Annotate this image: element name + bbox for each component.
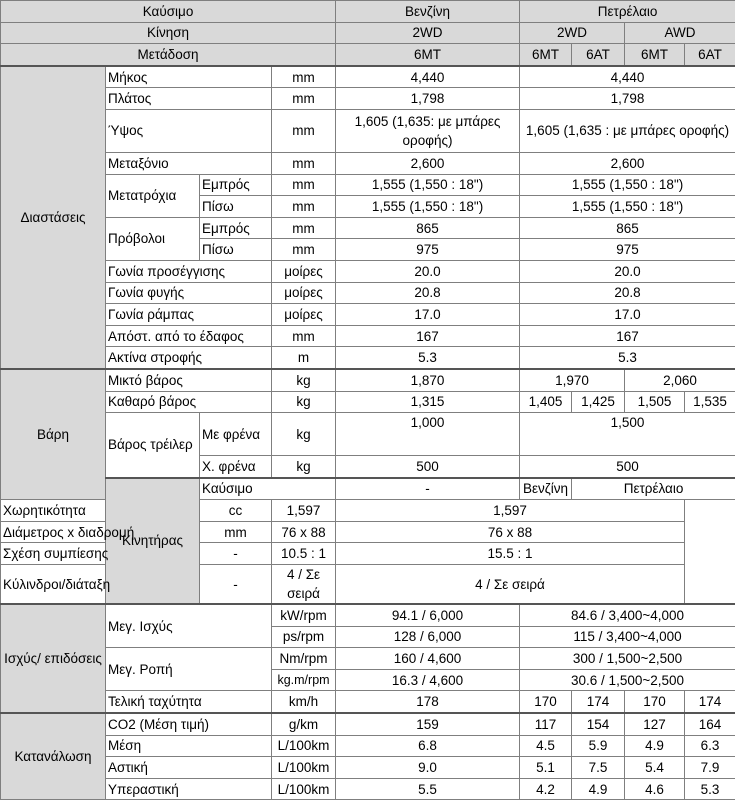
row-unit: mm — [272, 217, 336, 239]
row-unit: kW/rpm — [272, 604, 336, 626]
diesel-value: 975 — [520, 239, 735, 261]
petrol-value: 20.8 — [336, 282, 520, 304]
diesel-value: 15.5 : 1 — [336, 543, 685, 565]
fuel-header-label: Καύσιμο — [1, 1, 336, 23]
diesel-value: 164 — [685, 713, 735, 735]
row-unit: kg — [272, 391, 336, 413]
diesel-value: 1,505 — [625, 391, 685, 413]
trans-6at-awd: 6AT — [685, 44, 735, 66]
row-unit: mm — [272, 239, 336, 261]
petrol-value: 1,605 (1,635: με μπάρες οροφής) — [336, 109, 520, 152]
row-unit: ps/rpm — [272, 626, 336, 648]
table-row — [1, 152, 735, 174]
row-label: Ακτίνα στροφής — [106, 347, 272, 369]
diesel-value: 1,798 — [520, 88, 735, 110]
diesel-value: 4 / Σε σειρά — [336, 565, 685, 605]
petrol-value: 6.8 — [336, 735, 520, 757]
petrol-value: 5.3 — [336, 347, 520, 369]
spec-table-lower — [0, 368, 735, 800]
row-label: Γωνία ράμπας — [106, 304, 272, 326]
diesel-value: 17.0 — [520, 304, 735, 326]
diesel-value: 300 / 1,500~2,500 — [520, 648, 735, 670]
diesel-value: 4.5 — [520, 735, 572, 757]
petrol-header: Βενζίνη — [336, 1, 520, 23]
petrol-value: 1,000 — [336, 413, 520, 456]
diesel-value: 6.3 — [685, 735, 735, 757]
petrol-value: Βενζίνη — [520, 478, 572, 500]
row-label: Υπεραστική — [106, 778, 272, 800]
diesel-value: 4,440 — [520, 66, 735, 88]
diesel-value: 7.9 — [685, 757, 735, 779]
group-dimensions: Διαστάσεις — [1, 66, 106, 369]
row-label: Μεταξόνιο — [106, 152, 272, 174]
row-label: Αστική — [106, 757, 272, 779]
diesel-value: 76 x 88 — [336, 521, 685, 543]
diesel-value: 2,600 — [520, 152, 735, 174]
row-sublabel: Με φρένα — [200, 413, 272, 456]
petrol-value: 167 — [336, 325, 520, 347]
table-row — [1, 521, 735, 543]
row-label: Πλάτος — [106, 88, 272, 110]
row-sublabel: Εμπρός — [200, 174, 272, 196]
row-label: Μήκος — [106, 66, 272, 88]
table-row — [1, 413, 735, 456]
diesel-value: 117 — [520, 713, 572, 735]
diesel-value: 115 / 3,400~4,000 — [520, 626, 735, 648]
diesel-value: 1,425 — [572, 391, 625, 413]
diesel-value: 5.9 — [572, 735, 625, 757]
table-row — [1, 757, 735, 779]
row-unit: L/100km — [272, 778, 336, 800]
row-label: Μεγ. Ροπή — [106, 648, 272, 691]
row-label: Ύψος — [106, 109, 272, 152]
table-row — [1, 500, 735, 522]
row-sublabel: Πίσω — [200, 196, 272, 218]
row-label: Καθαρό βάρος — [106, 391, 272, 413]
petrol-value: 1,597 — [272, 500, 336, 522]
table-row — [1, 88, 735, 110]
row-label: Πρόβολοι — [106, 217, 200, 260]
diesel-value: 170 — [520, 691, 572, 713]
row-unit: L/100km — [272, 757, 336, 779]
petrol-value: 9.0 — [336, 757, 520, 779]
trans-6at-2wd: 6AT — [572, 44, 625, 66]
table-row — [1, 778, 735, 800]
diesel-value: 167 — [520, 325, 735, 347]
table-row — [1, 369, 735, 391]
diesel-awd-value: 2,060 — [625, 369, 735, 391]
diesel-2wd-value: 1,970 — [520, 369, 625, 391]
petrol-value: 865 — [336, 217, 520, 239]
row-unit: - — [336, 478, 520, 500]
diesel-value: 174 — [685, 691, 735, 713]
diesel-value: 4.9 — [625, 735, 685, 757]
row-unit: mm — [272, 196, 336, 218]
table-row — [1, 391, 735, 413]
row-unit: kg — [272, 413, 336, 456]
table-row — [1, 282, 735, 304]
row-unit: μοίρες — [272, 260, 336, 282]
diesel-value: 865 — [520, 217, 735, 239]
row-unit: km/h — [272, 691, 336, 713]
row-unit: m — [272, 347, 336, 369]
row-unit: - — [200, 543, 272, 565]
row-unit: L/100km — [272, 735, 336, 757]
row-sublabel: Χ. φρένα — [200, 456, 272, 478]
row-unit: cc — [200, 500, 272, 522]
row-unit: mm — [272, 152, 336, 174]
table-row — [1, 565, 735, 605]
petrol-value: 1,315 — [336, 391, 520, 413]
table-row — [1, 260, 735, 282]
row-unit: μοίρες — [272, 304, 336, 326]
row-label: Βάρος τρέιλερ — [106, 413, 200, 478]
row-label: Γωνία φυγής — [106, 282, 272, 304]
diesel-value: 5.3 — [685, 778, 735, 800]
diesel-value: Πετρέλαιο — [572, 478, 735, 500]
row-unit: μοίρες — [272, 282, 336, 304]
table-row — [1, 347, 735, 369]
row-label: Σχέση συμπίεσης — [1, 543, 200, 565]
diesel-value: 174 — [572, 691, 625, 713]
diesel-value: 4.9 — [572, 778, 625, 800]
petrol-value: 10.5 : 1 — [272, 543, 336, 565]
table-row — [1, 304, 735, 326]
diesel-value: 1,555 (1,550 : 18") — [520, 196, 735, 218]
diesel-awd: AWD — [625, 22, 735, 44]
row-label: Μικτό βάρος — [106, 369, 272, 391]
diesel-value: 170 — [625, 691, 685, 713]
diesel-value: 5.3 — [520, 347, 735, 369]
row-unit: Nm/rpm — [272, 648, 336, 670]
row-label: Μεγ. Ισχύς — [106, 604, 272, 648]
table-row — [1, 648, 735, 670]
row-label: Τελική ταχύτητα — [106, 691, 272, 713]
diesel-value: 154 — [572, 713, 625, 735]
spec-table — [0, 0, 735, 369]
row-label: Μέση — [106, 735, 272, 757]
row-unit: mm — [272, 174, 336, 196]
row-unit: kg — [272, 369, 336, 391]
petrol-value: 76 x 88 — [272, 521, 336, 543]
row-unit: mm — [272, 88, 336, 110]
table-row — [1, 543, 735, 565]
petrol-value: 20.0 — [336, 260, 520, 282]
row-unit: mm — [272, 66, 336, 88]
header-trans-row — [1, 44, 735, 66]
trans-header-label: Μετάδοση — [1, 44, 336, 66]
diesel-value: 500 — [520, 456, 735, 478]
table-row — [1, 325, 735, 347]
group-weights: Βάρη — [1, 369, 106, 500]
diesel-value: 1,605 (1,635 : με μπάρες οροφής) — [520, 109, 735, 152]
diesel-value: 1,500 — [520, 413, 735, 456]
trans-6mt-2wd: 6MT — [520, 44, 572, 66]
diesel-value: 4.6 — [625, 778, 685, 800]
row-unit: g/km — [272, 713, 336, 735]
diesel-header: Πετρέλαιο — [520, 1, 735, 23]
table-row — [1, 478, 735, 500]
petrol-value: 1,555 (1,550 : 18") — [336, 174, 520, 196]
row-unit: kg — [272, 456, 336, 478]
table-row — [1, 713, 735, 735]
petrol-value: 2,600 — [336, 152, 520, 174]
row-label: Μετατρόχια — [106, 174, 200, 217]
drive-header-label: Κίνηση — [1, 22, 336, 44]
row-unit: - — [200, 565, 272, 605]
petrol-value: 94.1 / 6,000 — [336, 604, 520, 626]
group-performance: Ισχύς/ επιδόσεις — [1, 604, 106, 713]
petrol-value: 500 — [336, 456, 520, 478]
diesel-value: 20.8 — [520, 282, 735, 304]
table-row — [1, 174, 735, 196]
petrol-value: 1,798 — [336, 88, 520, 110]
row-unit: mm — [200, 521, 272, 543]
diesel-value: 20.0 — [520, 260, 735, 282]
row-label: CO2 (Μέση τιμή) — [106, 713, 272, 735]
petrol-value: 17.0 — [336, 304, 520, 326]
row-unit: mm — [272, 325, 336, 347]
diesel-value: 5.4 — [625, 757, 685, 779]
petrol-value: 160 / 4,600 — [336, 648, 520, 670]
petrol-trans: 6MT — [336, 44, 520, 66]
trans-6mt-awd: 6MT — [625, 44, 685, 66]
petrol-value: 4,440 — [336, 66, 520, 88]
petrol-value: 1,555 (1,550 : 18") — [336, 196, 520, 218]
row-unit: mm — [272, 109, 336, 152]
diesel-value: 7.5 — [572, 757, 625, 779]
row-label: Καύσιμο — [200, 478, 336, 500]
row-label: Διάμετρος x διαδρομή — [1, 521, 200, 543]
header-drive-row — [1, 22, 735, 44]
petrol-value: 178 — [336, 691, 520, 713]
row-label: Χωρητικότητα — [1, 500, 200, 522]
header-fuel-row — [1, 1, 735, 23]
row-label: Κύλινδροι/διάταξη — [1, 565, 200, 605]
table-row — [1, 735, 735, 757]
diesel-value: 127 — [625, 713, 685, 735]
table-row — [1, 604, 735, 626]
diesel-value: 1,597 — [336, 500, 685, 522]
diesel-value: 30.6 / 1,500~2,500 — [520, 669, 735, 691]
diesel-value: 1,405 — [520, 391, 572, 413]
table-row — [1, 109, 735, 152]
diesel-value: 5.1 — [520, 757, 572, 779]
petrol-value: 1,870 — [336, 369, 520, 391]
petrol-value: 5.5 — [336, 778, 520, 800]
row-label: Απόστ. από το έδαφος — [106, 325, 272, 347]
table-row — [1, 217, 735, 239]
row-sublabel: Εμπρός — [200, 217, 272, 239]
petrol-value: 128 / 6,000 — [336, 626, 520, 648]
diesel-value: 84.6 / 3,400~4,000 — [520, 604, 735, 626]
group-engine: Κινητήρας — [106, 478, 200, 604]
diesel-value: 1,555 (1,550 : 18") — [520, 174, 735, 196]
table-row — [1, 66, 735, 88]
row-sublabel: Πίσω — [200, 239, 272, 261]
diesel-value: 1,535 — [685, 391, 735, 413]
row-label: Γωνία προσέγγισης — [106, 260, 272, 282]
row-unit: kg.m/rpm — [272, 669, 336, 691]
petrol-value: 159 — [336, 713, 520, 735]
petrol-value: 16.3 / 4,600 — [336, 669, 520, 691]
petrol-value: 4 / Σε σειρά — [272, 565, 336, 605]
table-row — [1, 691, 735, 713]
petrol-drive: 2WD — [336, 22, 520, 44]
diesel-value: 4.2 — [520, 778, 572, 800]
petrol-value: 975 — [336, 239, 520, 261]
diesel-2wd: 2WD — [520, 22, 625, 44]
group-consumption: Κατανάλωση — [1, 713, 106, 800]
